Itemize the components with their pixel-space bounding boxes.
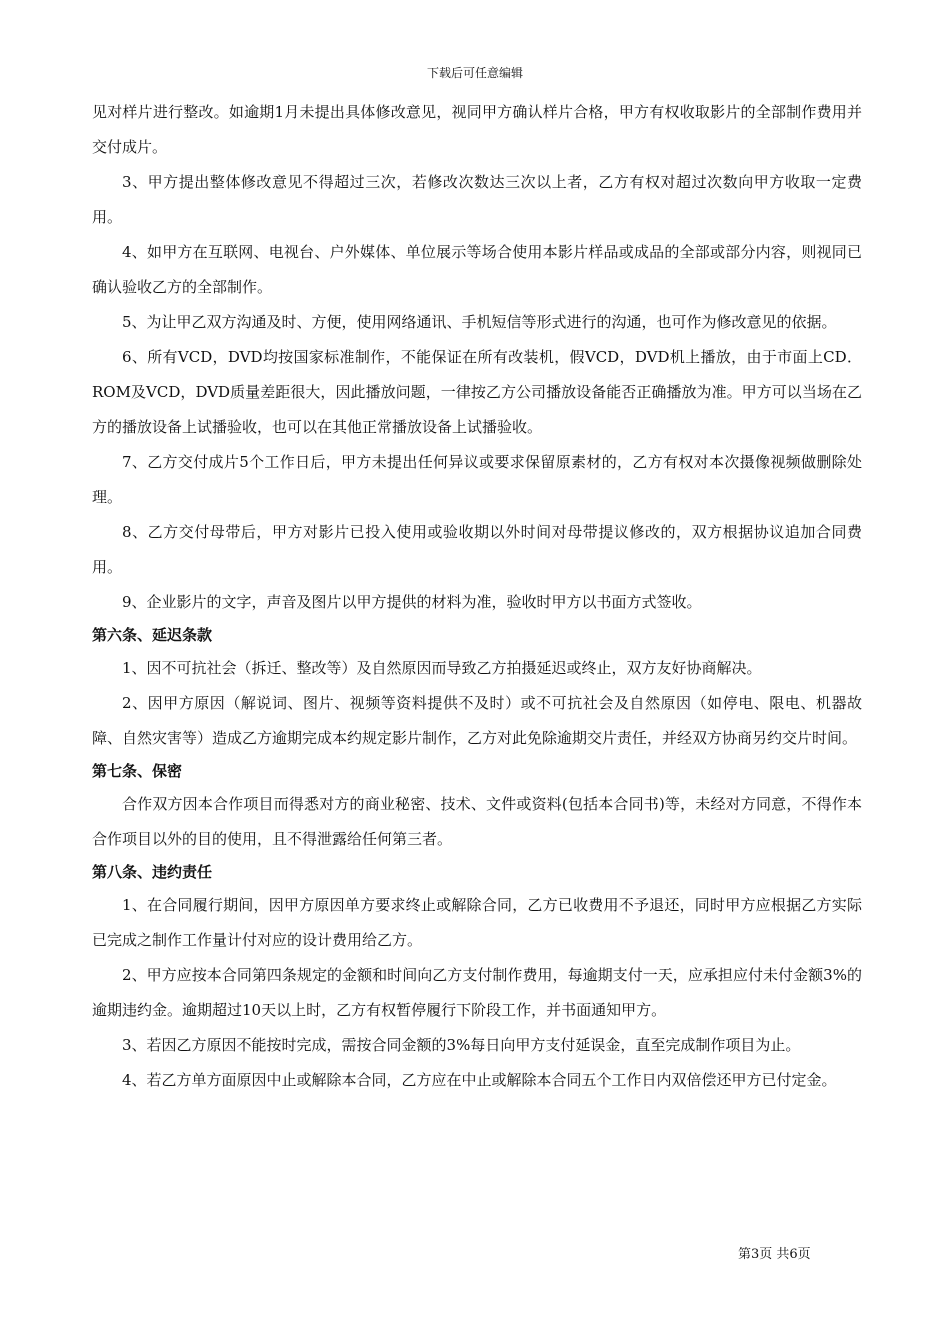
clause-6-1: 1、因不可抗社会（拆迁、整改等）及自然原因而导致乙方拍摄延迟或终止，双方友好协商解决。 <box>122 659 762 677</box>
clause-5-6: 6、所有VCD，DVD均按国家标准制作，不能保证在所有改装机，假VCD，DVD机上播放，由于市面上CD．ROM及VCD，DVD质量差距很大，因此播放问题，一律按乙方公司播放设备能否正确播放为准。甲方可以当场在乙方的播放设备上试播验收，也可以在其他正常播放设备上试播验收。 <box>92 348 862 436</box>
section-heading-8: 第八条、违约责任 <box>92 863 213 881</box>
clause-5-4: 4、如甲方在互联网、电视台、户外媒体、单位展示等场合使用本影片样品或成品的全部或部分内容，则视同已确认验收乙方的全部制作。 <box>92 243 862 296</box>
clause-8-3: 3、若因乙方原因不能按时完成，需按合同金额的3%每日向甲方支付延误金，直至完成制作项目为止。 <box>122 1036 801 1054</box>
clause-5-7: 7、乙方交付成片5个工作日后，甲方未提出任何异议或要求保留原素材的，乙方有权对本次摄像视频做删除处理。 <box>92 453 862 506</box>
clause-5-8: 8、乙方交付母带后，甲方对影片已投入使用或验收期以外时间对母带提议修改的，双方根据协议追加合同费用。 <box>92 523 862 576</box>
page-header: 下载后可任意编辑 <box>426 66 523 80</box>
page-number: 第3页 共6页 <box>738 1247 811 1262</box>
clause-5-5: 5、为让甲乙双方沟通及时、方便，使用网络通讯、手机短信等形式进行的沟通，也可作为修改意见的依据。 <box>122 313 837 331</box>
clause-7: 合作双方因本合作项目而得悉对方的商业秘密、技术、文件或资料(包括本合同书)等，未经对方同意，不得作本合作项目以外的目的使用，且不得泄露给任何第三者。 <box>92 795 862 848</box>
clause-8-2: 2、甲方应按本合同第四条规定的金额和时间向乙方支付制作费用，每逾期支付一天，应承担应付未付金额3%的逾期违约金。逾期超过10天以上时，乙方有权暂停履行下阶段工作，并书面通知甲方。 <box>92 966 862 1019</box>
clause-5-3: 3、甲方提出整体修改意见不得超过三次，若修改次数达三次以上者，乙方有权对超过次数向甲方收取一定费用。 <box>92 173 862 226</box>
clause-6-2: 2、因甲方原因（解说词、图片、视频等资料提供不及时）或不可抗社会及自然原因（如停电、限电、机器故障、自然灾害等）造成乙方逾期完成本约规定影片制作，乙方对此免除逾期交片责任，并经双方协商另约交片时间。 <box>92 694 862 747</box>
section-heading-7: 第七条、保密 <box>92 762 183 780</box>
section-heading-6: 第六条、延迟条款 <box>92 626 213 644</box>
paragraph-continuation: 见对样片进行整改。如逾期1月未提出具体修改意见，视同甲方确认样片合格，甲方有权收取影片的全部制作费用并交付成片。 <box>92 103 862 156</box>
document-body <box>92 95 862 1098</box>
clause-8-4: 4、若乙方单方面原因中止或解除本合同，乙方应在中止或解除本合同五个工作日内双倍偿还甲方已付定金。 <box>122 1071 837 1089</box>
clause-5-9: 9、企业影片的文字，声音及图片以甲方提供的材料为准，验收时甲方以书面方式签收。 <box>122 593 702 611</box>
clause-8-1: 1、在合同履行期间，因甲方原因单方要求终止或解除合同，乙方已收费用不予退还，同时甲方应根据乙方实际已完成之制作工作量计付对应的设计费用给乙方。 <box>92 896 862 949</box>
